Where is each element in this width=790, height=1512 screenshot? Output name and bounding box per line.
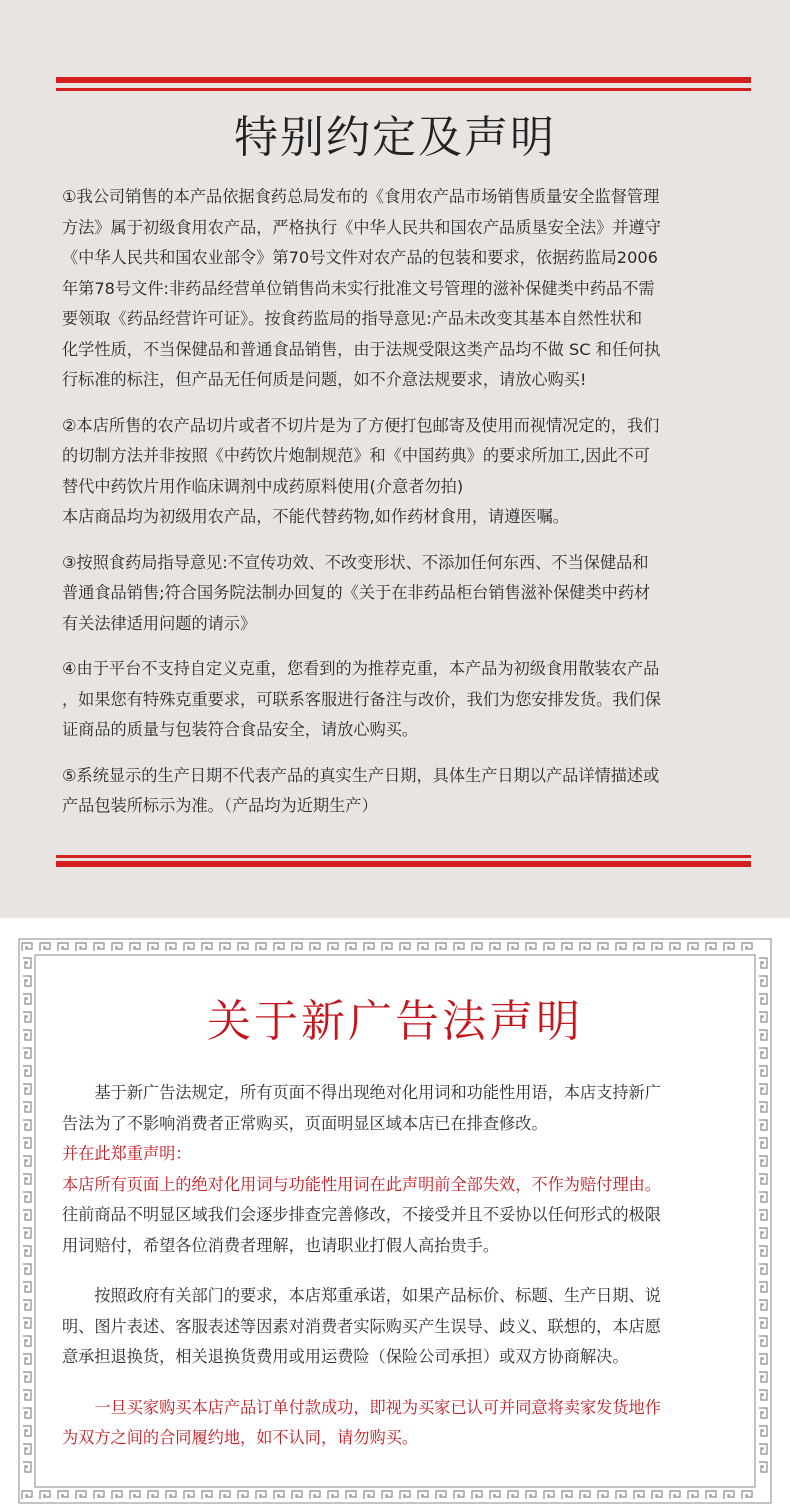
paragraph-line: ③按照食药局指导意见:不宣传功效、不改变形状、不添加任何东西、不当保健品和 — [62, 552, 649, 572]
paragraph-line: 本店商品均为初级用农产品，不能代替药物,如作药材食用，请遵医嘱。 — [62, 507, 569, 526]
fret-motif — [562, 943, 572, 951]
fret-motif — [759, 1372, 767, 1382]
fret-motif — [23, 1372, 31, 1382]
fret-motif — [23, 1318, 31, 1328]
paragraph-line: 《中华人民共和国农业部令》第70号文件对农产品的包装和要求，依据药监局2006 — [62, 248, 658, 267]
paragraph-line: 有关法律适用问题的请示》 — [62, 613, 257, 633]
fret-motif — [238, 1491, 248, 1499]
fret-motif — [364, 1491, 374, 1499]
fret-motif — [759, 1264, 767, 1274]
fret-motif — [634, 1491, 644, 1499]
fret-motif — [598, 1491, 608, 1499]
paragraph-line: ①我公司销售的本产品依据食药总局发布的《食用农产品市场销售质量安全监督管理 — [62, 187, 660, 206]
agreement-paragraph — [62, 654, 734, 746]
fret-motif — [616, 1491, 626, 1499]
fret-motif — [58, 1491, 68, 1499]
paragraph-line: 年第78号文件:非药品经营单位销售尚未实行批准文号管理的滋补保健类中药品不需 — [62, 278, 655, 298]
fret-motif — [759, 1210, 767, 1220]
agreement-body — [62, 182, 734, 837]
paragraph-line: 方法》属于初级食用农产品，严格执行《中华人民共和国农产品质垦安全法》并遵守 — [62, 217, 661, 237]
fret-motif — [23, 1300, 31, 1310]
fret-motif — [598, 943, 608, 951]
fret-motif — [526, 1491, 536, 1499]
fret-motif — [742, 943, 752, 951]
ad-law-body — [62, 1078, 734, 1454]
fret-motif — [688, 1491, 698, 1499]
paragraph-line: ②本店所售的农产品切片或者不切片是为了方便打包邮寄及使用而视情况定的，我们 — [62, 415, 660, 435]
fret-motif — [759, 1426, 767, 1436]
fret-motif — [616, 943, 626, 951]
fret-motif — [759, 1408, 767, 1418]
fret-motif — [23, 1066, 31, 1076]
fret-motif — [76, 1491, 86, 1499]
fret-motif — [23, 1462, 31, 1472]
fret-motif — [759, 1192, 767, 1202]
fret-motif — [166, 943, 176, 951]
fret-motif — [724, 943, 734, 951]
fret-motif — [759, 1120, 767, 1130]
statement-line: 往前商品不明显区域我们会逐步排查完善修改，不接受并且不妥协以任何形式的极限 — [62, 1205, 661, 1224]
fret-motif — [418, 1491, 428, 1499]
statement-line-highlight: 一旦买家购买本店产品订单付款成功，即视为买家已认可并同意将卖家发货地作 — [62, 1397, 661, 1417]
top-red-rule-thin — [56, 88, 751, 91]
statement-line: 明、图片表述、客服表述等因素对消费者实际购买产生误导、歧义、联想的，本店愿 — [62, 1316, 661, 1336]
fret-motif — [184, 1491, 194, 1499]
fret-motif — [490, 1491, 500, 1499]
fret-motif — [454, 943, 464, 951]
fret-motif — [652, 1491, 662, 1499]
fret-motif — [22, 943, 32, 951]
paragraph-line: 化学性质，不当保健品和普通食品销售，由于法规受限这类产品均不做 SC 和任何执 — [62, 339, 661, 359]
fret-motif — [759, 1066, 767, 1076]
fret-motif — [759, 976, 767, 986]
fret-motif — [724, 1491, 734, 1499]
fret-motif — [742, 1491, 752, 1499]
fret-motif — [130, 943, 140, 951]
paragraph-line: ，如果您有特殊克重要求，可联系客服进行备注与改价，我们为您安排发货。我们保 — [62, 689, 661, 709]
fret-motif — [184, 943, 194, 951]
fret-motif — [23, 1246, 31, 1256]
fret-motif — [23, 1138, 31, 1148]
fret-motif — [112, 943, 122, 951]
fret-motif — [23, 976, 31, 986]
section-title: 特别约定及声明 — [234, 112, 556, 163]
fret-motif — [436, 943, 446, 951]
fret-motif — [759, 1336, 767, 1346]
fret-motif — [256, 1491, 266, 1499]
fret-motif — [472, 1491, 482, 1499]
fret-motif — [490, 943, 500, 951]
fret-motif — [23, 1264, 31, 1274]
fret-motif — [706, 943, 716, 951]
agreement-paragraph — [62, 182, 734, 396]
fret-motif — [202, 943, 212, 951]
fret-motif — [706, 1491, 716, 1499]
fret-motif — [759, 1102, 767, 1112]
fret-motif — [759, 1174, 767, 1184]
fret-motif — [436, 1491, 446, 1499]
fret-motif — [759, 1300, 767, 1310]
fret-motif — [759, 1390, 767, 1400]
fret-motif — [759, 1084, 767, 1094]
statement-line: 基于新广告法规定，所有页面不得出现绝对化用词和功能性用语，本店支持新广 — [62, 1083, 661, 1102]
fret-motif — [562, 1491, 572, 1499]
fret-motif — [256, 943, 266, 951]
fret-motif — [40, 943, 50, 951]
fret-motif — [310, 1491, 320, 1499]
fret-motif — [166, 1491, 176, 1499]
agreement-paragraph — [62, 548, 734, 640]
fret-motif — [328, 1491, 338, 1499]
fret-motif — [508, 1491, 518, 1499]
fret-motif — [382, 943, 392, 951]
fret-motif — [328, 943, 338, 951]
fret-motif — [148, 1491, 158, 1499]
fret-motif — [23, 1120, 31, 1130]
fret-motif — [759, 1138, 767, 1148]
fret-motif — [148, 943, 158, 951]
fret-motif — [346, 943, 356, 951]
statement-line-highlight: 为双方之间的合同履约地，如不认同，请勿购买。 — [62, 1428, 419, 1447]
statement-line: 告法为了不影响消费者正常购买，页面明显区域本店已在排查修改。 — [62, 1113, 548, 1133]
fret-motif — [759, 1246, 767, 1256]
fret-motif — [23, 1084, 31, 1094]
paragraph-line: 的切制方法并非按照《中药饮片炮制规范》和《中国药典》的要求所加工,因此不可 — [62, 446, 650, 465]
fret-motif — [310, 943, 320, 951]
fret-motif — [759, 1318, 767, 1328]
agreement-paragraph — [62, 411, 734, 533]
fret-motif — [634, 943, 644, 951]
fret-motif — [23, 1282, 31, 1292]
fret-motif — [400, 1491, 410, 1499]
paragraph-line: 证商品的质量与包装符合食品安全，请放心购买。 — [62, 720, 419, 739]
fret-motif — [112, 1491, 122, 1499]
fret-motif — [400, 943, 410, 951]
statement-line: 意承担退换货，相关退换货费用或用运费险（保险公司承担）或双方协商解决。 — [62, 1347, 629, 1366]
fret-motif — [23, 1390, 31, 1400]
paragraph-line: 产品包装所标示为准。（产品均为近期生产） — [62, 796, 378, 815]
fret-motif — [23, 958, 31, 968]
fret-motif — [670, 943, 680, 951]
fret-motif — [526, 943, 536, 951]
fret-motif — [40, 1491, 50, 1499]
paragraph-line: ⑤系统显示的生产日期不代表产品的真实生产日期，具体生产日期以产品详情描述或 — [62, 765, 660, 785]
fret-motif — [94, 1491, 104, 1499]
fret-motif — [508, 943, 518, 951]
fret-motif — [292, 1491, 302, 1499]
fret-motif — [544, 1491, 554, 1499]
fret-motif — [364, 943, 374, 951]
fret-motif — [220, 943, 230, 951]
fret-motif — [94, 943, 104, 951]
fret-motif — [23, 1354, 31, 1364]
bottom-red-rule-thin — [56, 855, 751, 858]
statement-line-highlight: 本店所有页面上的绝对化用词与功能性用词在此声明前全部失效，不作为赔付理由。 — [62, 1174, 661, 1194]
fret-motif — [274, 943, 284, 951]
fret-motif — [759, 1282, 767, 1292]
fret-motif — [23, 1408, 31, 1418]
fret-motif — [23, 1228, 31, 1238]
fret-motif — [202, 1491, 212, 1499]
fret-motif — [454, 1491, 464, 1499]
fret-motif — [220, 1491, 230, 1499]
fret-motif — [670, 1491, 680, 1499]
fret-motif — [688, 943, 698, 951]
fret-motif — [22, 1491, 32, 1499]
top-red-rule-thick — [56, 77, 751, 83]
paragraph-line: 行标准的标注，但产品无任何质是问题，如不介意法规要求，请放心购买! — [62, 370, 587, 389]
fret-motif — [759, 1462, 767, 1472]
fret-motif — [418, 943, 428, 951]
fret-motif — [759, 1354, 767, 1364]
fret-motif — [580, 1491, 590, 1499]
fret-motif — [23, 1156, 31, 1166]
fret-motif — [759, 1228, 767, 1238]
bottom-red-rule-thick — [56, 861, 751, 867]
fret-motif — [238, 943, 248, 951]
fret-motif — [23, 1210, 31, 1220]
fret-motif — [652, 943, 662, 951]
fret-motif — [23, 1426, 31, 1436]
ad-law-statement-section — [0, 918, 790, 1512]
fret-motif — [580, 943, 590, 951]
fret-motif — [23, 1192, 31, 1202]
fret-motif — [23, 1102, 31, 1112]
fret-motif — [23, 1174, 31, 1184]
fret-motif — [759, 1156, 767, 1166]
paragraph-line: 替代中药饮片用作临床调剂中成药原料使用(介意者勿拍) — [62, 476, 464, 496]
fret-motif — [382, 1491, 392, 1499]
fret-motif — [274, 1491, 284, 1499]
fret-motif — [472, 943, 482, 951]
statement-line: 按照政府有关部门的要求，本店郑重承诺，如果产品标价、标题、生产日期、说 — [62, 1286, 661, 1305]
paragraph-line: 要领取《药品经营许可证》。按食药监局的指导意见:产品未改变其基本自然性状和 — [62, 309, 643, 328]
ad-law-title: 关于新广告法声明 — [207, 996, 583, 1047]
fret-motif — [292, 943, 302, 951]
fret-motif — [544, 943, 554, 951]
fret-motif — [23, 1336, 31, 1346]
fret-motif — [346, 1491, 356, 1499]
paragraph-line: 普通食品销售;符合国务院法制办回复的《关于在非药品柜台销售滋补保健类中药材 — [62, 583, 651, 602]
agreement-paragraph — [62, 761, 734, 822]
fret-motif — [130, 1491, 140, 1499]
fret-motif — [58, 943, 68, 951]
fret-motif — [23, 1444, 31, 1454]
fret-motif — [759, 1444, 767, 1454]
fret-motif — [76, 943, 86, 951]
statement-line: 用词赔付，希望各位消费者理解，也请职业打假人高抬贵手。 — [62, 1235, 500, 1255]
paragraph-line: ④由于平台不支持自定义克重，您看到的为推荐克重，本产品为初级食用散装农产品 — [62, 659, 660, 678]
fret-motif — [759, 958, 767, 968]
statement-heading: 并在此郑重声明： — [62, 1144, 192, 1163]
